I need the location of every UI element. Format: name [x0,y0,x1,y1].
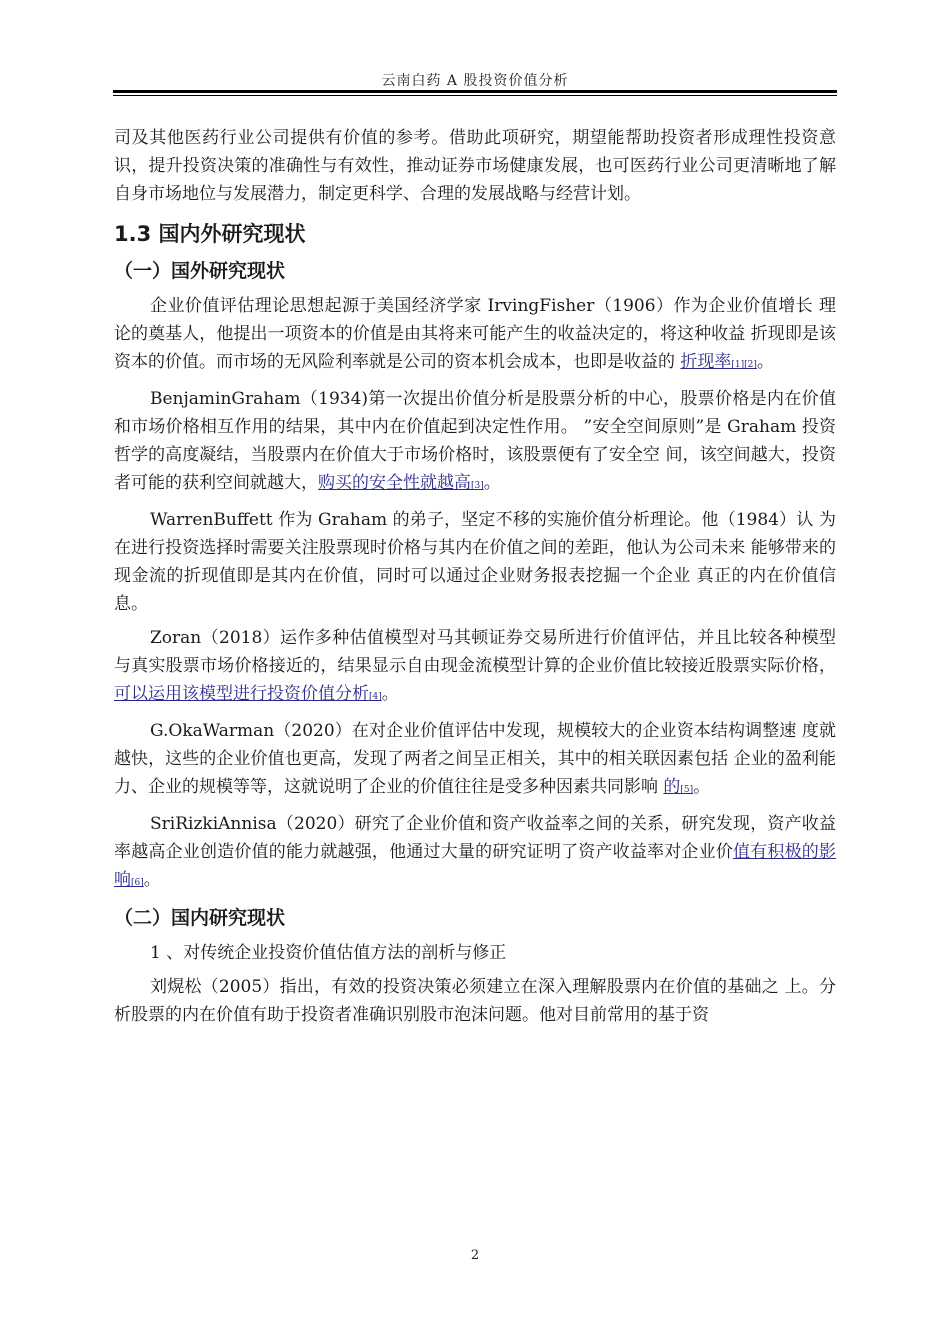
citation-link[interactable]: 折现率 [680,352,732,372]
paragraph-end: 。 [381,684,399,704]
page-number: 2 [470,1248,480,1263]
citation-link[interactable]: 可以运用该模型进行投资价值分析 [114,684,369,704]
citation-ref[interactable]: [1][2] [731,360,757,370]
citation-link[interactable]: 值有积极的影响 [114,842,837,890]
paragraph-text: G.OkaWarman（2020）在对企业价值评估中发现，规模较大的企业资本结构调整速 度就越快，这些的企业价值也更高，发现了两者之间呈正相关，其中的相关联因素包括 企业的盈利能力、企业的规模等等，这就说明了企业的价值往往是受多种因素共同影响 [114,721,836,797]
citation-ref[interactable]: [4] [369,692,382,702]
citation-link[interactable]: 的 [663,777,681,797]
paragraph-fisher [114,292,836,379]
paragraph-text: SriRizkiAnnisa（2020）研究了企业价值和资产收益率之间的关系，研究发现，资产收益率越高企业创造价值的能力就越强，他通过大量的研究证明了资产收益率对企业价 [114,814,836,862]
paragraph-text: Zoran（2018）运作多种估值模型对马其顿证券交易所进行价值评估，并且比较各种模型与真实股票市场价格接近的，结果显示自由现金流模型计算的企业价值比较接近股票实际价格， [114,628,836,676]
section-heading: 1.3 国内外研究现状 [114,222,306,246]
paragraph-liu: 刘熀松（2005）指出，有效的投资决策必须建立在深入理解股票内在价值的基础之 上。分析股票的内在价值有助于投资者准确识别股市泡沫问题。他对目前常用的基于资 [114,977,836,1025]
running-header: 云南白药 A 股投资价值分析 [381,73,569,89]
header-rule-thick [113,90,837,93]
paragraph-zoran [114,624,836,711]
paragraph-text: 企业价值评估理论思想起源于美国经济学家 IrvingFisher（1906）作为企业价值增长 理论的奠基人，他提出一项资本的价值是由其将来可能产生的收益决定的，将这种收益 折现即是该资本的价值。而市场的无风险利率就是公司的资本机会成本，也即是收益的 [114,296,836,372]
paragraph-annisa [114,810,836,897]
paragraph-end: 。 [143,870,161,890]
citation-ref[interactable]: [3] [471,481,484,491]
paragraph-end: 。 [756,352,774,372]
paragraph-end: 。 [693,777,711,797]
citation-ref[interactable]: [6] [131,878,144,888]
body-content [114,124,836,1029]
paragraph-buffett: WarrenBuffett 作为 Graham 的弟子，坚定不移的实施价值分析理论。他（1984）认 为在进行投资选择时需要关注股票现时价格与其内在价值之间的差距，他认为公司未来 能够带来的现金流的折现值即是其内在价值，同时可以通过企业财务报表挖掘一个企业 真正的内在价值信息。 [114,510,836,614]
citation-ref[interactable]: [5] [680,785,694,795]
paragraph-text: BenjaminGraham（1934)第一次提出价值分析是股票分析的中心，股票价格是内在价值和市场价格相互作用的结果，其中内在价值起到决定性作用。 ”安全空间原则”是 Graham 投资哲学的高度凝结，当股票内在价值大于市场价格时，该股票便有了安全空 间，该空间越大，投资者可能的获利空间就越大， [114,389,836,493]
subsection-heading-domestic: （二）国内研究现状 [114,907,286,929]
paragraph-warman [114,717,836,804]
citation-link[interactable]: 购买的安全性就越高 [318,473,471,493]
intro-paragraph: 司及其他医药行业公司提供有价值的参考。借助此项研究，期望能帮助投资者形成理性投资意识，提升投资决策的准确性与有效性，推动证券市场健康发展，也可医药行业公司更清晰地了解自身市场地位与发展潜力，制定更科学、合理的发展战略与经营计划。 [114,128,836,204]
paragraph-graham [114,385,836,500]
paragraph-end: 。 [483,473,501,493]
subsection-heading-foreign: （一）国外研究现状 [114,260,286,282]
numbered-subheading: 1 、对传统企业投资价值估值方法的剖析与修正 [150,943,507,963]
header-rule-thin [113,95,837,96]
